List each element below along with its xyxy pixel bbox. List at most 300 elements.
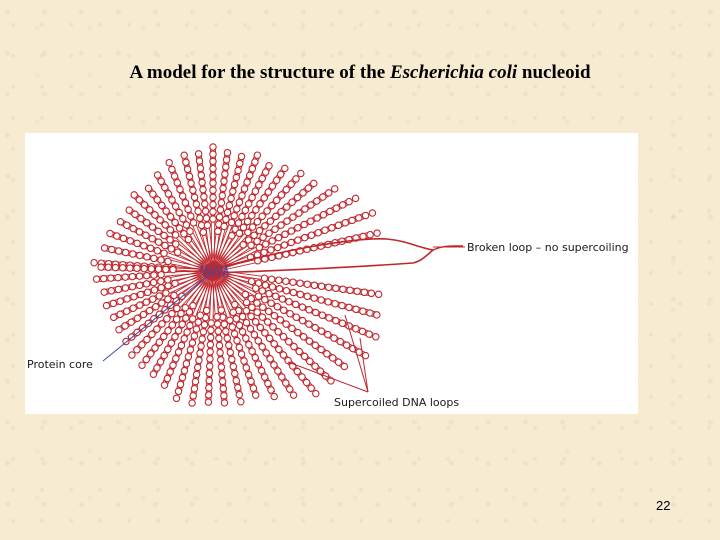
protein-core-center	[199, 263, 227, 279]
supercoil-bead	[210, 209, 216, 215]
supercoil-bead	[197, 312, 203, 318]
supercoil-bead	[161, 250, 167, 256]
supercoil-bead	[265, 319, 271, 325]
supercoil-bead	[318, 283, 324, 289]
supercoil-bead	[290, 279, 296, 285]
supercoil-bead	[324, 351, 330, 357]
supercoil-bead	[226, 202, 232, 208]
title-text-2: nucleoid	[517, 62, 591, 83]
supercoil-bead	[330, 355, 336, 361]
supercoil-bead	[339, 320, 345, 326]
supercoil-bead	[265, 189, 271, 195]
supercoil-bead	[116, 327, 122, 333]
supercoil-bead	[244, 218, 250, 224]
supercoil-bead	[130, 251, 136, 257]
supercoil-bead	[178, 342, 184, 348]
supercoil-bead	[161, 352, 167, 358]
supercoil-bead	[111, 314, 117, 320]
supercoil-bead	[190, 393, 196, 399]
supercoil-bead	[148, 351, 154, 357]
supercoil-bead	[141, 202, 147, 208]
supercoil-bead	[207, 356, 213, 362]
supercoil-bead	[308, 232, 314, 238]
supercoil-bead	[278, 192, 284, 198]
supercoil-bead	[231, 213, 237, 219]
supercoil-bead	[269, 183, 275, 189]
supercoil-bead	[320, 194, 326, 200]
supercoil-bead	[295, 225, 301, 231]
supercoil-bead	[148, 266, 154, 272]
supercoil-bead	[308, 218, 314, 224]
supercoil-bead	[222, 171, 228, 177]
supercoil-bead	[151, 287, 157, 293]
supercoil-bead	[352, 195, 358, 201]
supercoil-bead	[306, 307, 312, 313]
supercoil-bead	[254, 238, 260, 244]
supercoil-bead	[174, 180, 180, 186]
supercoil-bead	[271, 341, 277, 347]
supercoil-bead	[129, 283, 135, 289]
supercoil-bead	[172, 203, 178, 209]
supercoil-bead	[275, 234, 281, 240]
supercoil-bead	[228, 195, 234, 201]
supercoil-bead	[143, 281, 149, 287]
nucleoid-diagram-svg	[25, 133, 638, 414]
supercoil-bead	[354, 288, 360, 294]
supercoil-bead	[288, 239, 294, 245]
supercoil-bead	[144, 220, 150, 226]
supercoil-bead	[221, 321, 227, 327]
supercoiled-loops-label: Supercoiled DNA loops	[334, 396, 460, 409]
supercoil-bead	[322, 227, 328, 233]
supercoil-bead	[192, 378, 198, 384]
supercoil-bead	[219, 192, 225, 198]
supercoil-bead	[152, 345, 158, 351]
supercoil-bead	[294, 194, 300, 200]
supercoil-bead	[315, 230, 321, 236]
supercoil-bead	[266, 335, 272, 341]
supercoil-bead	[301, 353, 307, 359]
supercoil-bead	[201, 322, 207, 328]
supercoil-bead	[327, 208, 333, 214]
supercoil-bead	[161, 232, 167, 238]
supercoil-bead	[238, 153, 244, 159]
supercoil-bead	[230, 363, 236, 369]
supercoil-bead	[157, 217, 163, 223]
supercoil-bead	[218, 200, 224, 206]
supercoil-bead	[196, 357, 202, 363]
supercoil-bead	[195, 364, 201, 370]
supercoil-bead	[101, 275, 107, 281]
supercoil-bead	[167, 214, 173, 220]
supercoil-bead	[214, 321, 220, 327]
supercoil-bead	[169, 197, 175, 203]
supercoil-bead	[360, 308, 366, 314]
supercoil-bead	[258, 367, 264, 373]
supercoil-bead	[353, 326, 359, 332]
supercoil-bead	[159, 321, 165, 327]
supercoil-bead	[252, 188, 258, 194]
supercoil-bead	[311, 282, 317, 288]
supercoil-bead	[143, 356, 149, 362]
supercoil-bead	[293, 176, 299, 182]
supercoil-bead	[337, 338, 343, 344]
supercoil-bead	[226, 342, 232, 348]
supercoil-bead	[269, 202, 275, 208]
supercoil-bead	[217, 350, 223, 356]
supercoil-bead	[303, 379, 309, 385]
supercoil-bead	[210, 158, 216, 164]
supercoil-bead	[132, 211, 138, 217]
supercoil-bead	[253, 207, 259, 213]
supercoil-bead	[207, 341, 213, 347]
supercoil-bead	[206, 385, 212, 391]
supercoil-bead	[255, 338, 261, 344]
supercoil-bead	[219, 371, 225, 377]
supercoil-bead	[375, 291, 381, 297]
supercoil-bead	[200, 329, 206, 335]
supercoil-bead	[174, 305, 180, 311]
supercoil-bead	[187, 322, 193, 328]
supercoil-bead	[115, 286, 121, 292]
supercoil-bead	[333, 205, 339, 211]
supercoil-bead	[182, 200, 188, 206]
supercoil-bead	[197, 165, 203, 171]
supercoil-bead	[283, 321, 289, 327]
supercoil-bead	[235, 384, 241, 390]
supercoil-bead	[320, 212, 326, 218]
supercoil-bead	[149, 236, 155, 242]
supercoil-bead	[155, 228, 161, 234]
supercoil-bead	[138, 215, 144, 221]
supercoil-bead	[224, 335, 230, 341]
supercoil-bead	[288, 228, 294, 234]
supercoil-bead	[217, 207, 223, 213]
supercoil-bead	[318, 297, 324, 303]
supercoil-bead	[256, 244, 262, 250]
supercoil-bead	[91, 260, 97, 266]
supercoil-bead	[134, 240, 140, 246]
supercoil-bead	[262, 330, 268, 336]
supercoil-bead	[276, 346, 282, 352]
supercoil-bead	[183, 222, 189, 228]
supercoil-bead	[107, 230, 113, 236]
supercoil-bead	[231, 181, 237, 187]
supercoil-bead	[185, 236, 191, 242]
supercoil-bead	[238, 399, 244, 405]
supercoil-bead	[265, 380, 271, 386]
supercoil-bead	[141, 243, 147, 249]
supercoil-bead	[109, 246, 115, 252]
supercoil-bead	[193, 371, 199, 377]
supercoil-bead	[196, 158, 202, 164]
supercoil-bead	[221, 400, 227, 406]
supercoil-bead	[130, 225, 136, 231]
supercoil-bead	[291, 343, 297, 349]
supercoil-bead	[299, 317, 305, 323]
supercoil-bead	[256, 227, 262, 233]
supercoil-bead	[165, 346, 171, 352]
supercoil-bead	[221, 178, 227, 184]
supercoil-bead	[116, 248, 122, 254]
supercoil-bead	[297, 280, 303, 286]
supercoil-bead	[193, 201, 199, 207]
supercoil-bead	[173, 241, 179, 247]
supercoil-bead	[149, 331, 155, 337]
supercoil-bead	[154, 326, 160, 332]
supercoil-bead	[151, 272, 157, 278]
supercoil-bead	[220, 378, 226, 384]
title-species-name: Escherichia coli	[389, 62, 518, 83]
supercoil-bead	[216, 214, 222, 220]
supercoil-bead	[157, 359, 163, 365]
supercoil-bead	[253, 319, 259, 325]
supercoil-bead	[183, 159, 189, 165]
supercoil-bead	[230, 309, 236, 315]
supercoil-bead	[199, 336, 205, 342]
supercoil-bead	[200, 229, 206, 235]
supercoil-bead	[181, 152, 187, 158]
supercoil-bead	[112, 264, 118, 270]
supercoil-bead	[150, 296, 156, 302]
supercoil-bead	[149, 224, 155, 230]
supercoil-bead	[210, 201, 216, 207]
supercoil-bead	[374, 312, 380, 318]
supercoil-bead	[169, 310, 175, 316]
supercoil-bead	[151, 255, 157, 261]
supercoil-bead	[165, 296, 171, 302]
supercoil-bead	[122, 274, 128, 280]
supercoil-bead	[117, 219, 123, 225]
supercoil-bead	[281, 242, 287, 248]
supercoil-bead	[154, 248, 160, 254]
supercoil-bead	[342, 220, 348, 226]
supercoil-bead	[260, 304, 266, 310]
supercoil-bead	[243, 320, 249, 326]
supercoil-bead	[223, 328, 229, 334]
supercoil-bead	[154, 197, 160, 203]
supercoil-bead	[158, 285, 164, 291]
supercoil-bead	[255, 361, 261, 367]
supercoil-bead	[224, 209, 230, 215]
supercoil-bead	[220, 385, 226, 391]
supercoil-bead	[261, 195, 267, 201]
supercoil-bead	[241, 358, 247, 364]
supercoil-bead	[207, 349, 213, 355]
supercoil-bead	[154, 172, 160, 178]
supercoil-bead	[239, 313, 245, 319]
supercoil-bead	[233, 174, 239, 180]
supercoil-bead	[150, 191, 156, 197]
supercoil-bead	[304, 281, 310, 287]
supercoil-bead	[302, 206, 308, 212]
title-text-1: A model for the structure of the	[129, 62, 390, 83]
supercoil-bead	[281, 307, 287, 313]
supercoil-bead	[273, 177, 279, 183]
supercoil-bead	[312, 324, 318, 330]
supercoil-bead	[167, 369, 173, 375]
supercoil-bead	[210, 180, 216, 186]
supercoil-bead	[161, 382, 167, 388]
supercoil-bead	[180, 216, 186, 222]
supercoil-bead	[239, 192, 245, 198]
supercoil-bead	[255, 293, 261, 299]
supercoil-bead	[290, 289, 296, 295]
supercoil-bead	[305, 185, 311, 191]
supercoil-bead	[197, 215, 203, 221]
supercoil-bead	[249, 194, 255, 200]
supercoil-bead	[103, 302, 109, 308]
supercoil-bead	[243, 308, 249, 314]
supercoil-bead	[278, 171, 284, 177]
supercoil-bead	[362, 212, 368, 218]
supercoil-bead	[306, 338, 312, 344]
protein-core-label: Protein core	[27, 358, 93, 371]
supercoil-bead	[252, 159, 258, 165]
supercoil-bead	[367, 232, 373, 238]
supercoil-bead	[275, 329, 281, 335]
supercoil-bead	[341, 363, 347, 369]
supercoil-bead	[346, 198, 352, 204]
supercoil-bead	[136, 197, 142, 203]
supercoil-bead	[190, 316, 196, 322]
supercoil-bead	[177, 186, 183, 192]
supercoil-bead	[216, 342, 222, 348]
supercoil-bead	[326, 315, 332, 321]
supercoil-bead	[308, 385, 314, 391]
supercoil-bead	[172, 232, 178, 238]
supercoil-bead	[254, 219, 260, 225]
supercoil-bead	[278, 222, 284, 228]
supercoil-bead	[110, 300, 116, 306]
supercoil-bead	[286, 299, 292, 305]
supercoil-bead	[300, 334, 306, 340]
supercoil-bead	[231, 331, 237, 337]
supercoil-bead	[236, 199, 242, 205]
supercoil-bead	[137, 252, 143, 258]
supercoil-bead	[340, 286, 346, 292]
supercoil-bead	[296, 348, 302, 354]
supercoil-bead	[162, 242, 168, 248]
supercoil-bead	[120, 265, 126, 271]
supercoil-bead	[293, 301, 299, 307]
supercoil-bead	[247, 172, 253, 178]
supercoil-bead	[353, 306, 359, 312]
supercoil-bead	[282, 231, 288, 237]
supercoil-bead	[214, 314, 220, 320]
supercoil-bead	[223, 157, 229, 163]
supercoil-bead	[287, 311, 293, 317]
supercoil-bead	[245, 229, 251, 235]
supercoil-bead	[302, 234, 308, 240]
supercoil-bead	[275, 368, 281, 374]
supercoil-bead	[185, 354, 191, 360]
supercoil-bead	[272, 226, 278, 232]
supercoil-bead	[340, 202, 346, 208]
supercoil-bead	[307, 358, 313, 364]
supercoil-bead	[170, 266, 176, 272]
supercoil-bead	[259, 344, 265, 350]
supercoil-bead	[264, 208, 270, 214]
supercoil-bead	[373, 334, 379, 340]
supercoil-bead	[366, 331, 372, 337]
supercoil-bead	[205, 399, 211, 405]
supercoil-bead	[147, 207, 153, 213]
supercoil-bead	[131, 294, 137, 300]
page-number: 22	[656, 498, 671, 513]
supercoil-bead	[198, 343, 204, 349]
supercoil-bead	[163, 208, 169, 214]
supercoil-bead	[259, 175, 265, 181]
supercoil-bead	[181, 367, 187, 373]
supercoil-bead	[185, 206, 191, 212]
supercoil-bead	[243, 365, 249, 371]
supercoil-bead	[249, 166, 255, 172]
supercoil-bead	[197, 350, 203, 356]
supercoil-bead	[155, 239, 161, 245]
supercoil-bead	[227, 317, 233, 323]
supercoil-bead	[349, 217, 355, 223]
supercoil-bead	[236, 322, 242, 328]
supercoil-bead	[172, 334, 178, 340]
supercoil-bead	[294, 368, 300, 374]
supercoil-bead	[234, 337, 240, 343]
supercoil-bead	[276, 277, 282, 283]
supercoil-bead	[120, 235, 126, 241]
supercoil-bead	[134, 315, 140, 321]
supercoil-bead	[248, 242, 254, 248]
supercoil-bead	[195, 151, 201, 157]
supercoil-bead	[246, 201, 252, 207]
supercoil-bead	[346, 304, 352, 310]
supercoil-bead	[266, 230, 272, 236]
supercoil-bead	[136, 229, 142, 235]
supercoil-bead	[122, 285, 128, 291]
supercoil-bead	[257, 324, 263, 330]
supercoil-bead	[254, 152, 260, 158]
supercoil-bead	[206, 377, 212, 383]
supercoil-bead	[208, 334, 214, 340]
supercoil-bead	[174, 316, 180, 322]
supercoil-bead	[239, 329, 245, 335]
supercoil-bead	[168, 340, 174, 346]
supercoil-bead	[290, 214, 296, 220]
supercoil-bead	[251, 332, 257, 338]
supercoil-bead	[287, 386, 293, 392]
supercoil-bead	[165, 277, 171, 283]
supercoil-bead	[159, 202, 165, 208]
supercoil-bead	[246, 342, 252, 348]
supercoil-bead	[242, 207, 248, 213]
broken-loop-label: Broken loop – no supercoiling	[467, 241, 629, 254]
supercoil-bead	[126, 207, 132, 213]
supercoil-bead	[189, 340, 195, 346]
supercoil-bead	[275, 244, 281, 250]
supercoil-bead	[141, 265, 147, 271]
supercoil-bead	[276, 286, 282, 292]
supercoil-bead	[325, 299, 331, 305]
supercoil-bead	[298, 170, 304, 176]
supercoil-bead	[295, 329, 301, 335]
supercoil-bead	[278, 209, 284, 215]
supercoil-bead	[290, 392, 296, 398]
supercoil-bead	[127, 238, 133, 244]
supercoil-bead	[215, 228, 221, 234]
supercoil-bead	[359, 328, 365, 334]
supercoil-bead	[210, 187, 216, 193]
supercoil-bead	[182, 305, 188, 311]
supercoil-bead	[115, 274, 121, 280]
